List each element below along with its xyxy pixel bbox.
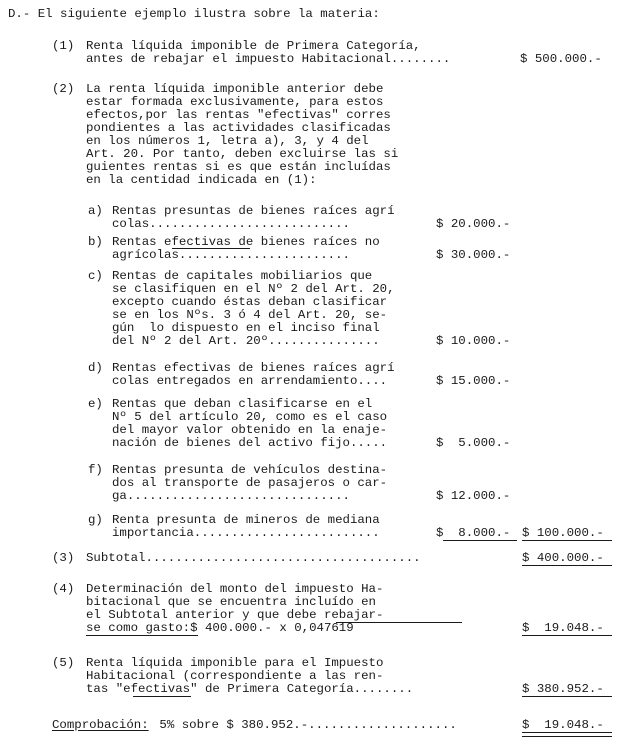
subitem-g-letter: g): [88, 513, 103, 527]
check-amount: $ 19.048.-: [522, 718, 604, 732]
subitem-e-line-4: nación de bienes del activo fijo.....: [112, 436, 388, 450]
subitem-g-amount: $ 8.000.-: [436, 526, 511, 540]
subitem-f-amount: $ 12.000.-: [436, 489, 511, 503]
subitem-c-line-6: del Nº 2 del Art. 20º...............: [112, 334, 380, 348]
subitem-e-amount: $ 5.000.-: [436, 436, 511, 450]
item-2-line-4: pondientes a las actividades clasificadas: [86, 121, 391, 135]
item-4-number: (4): [52, 582, 75, 596]
item-2-line-2: estar formada exclusivamente, para estos: [86, 95, 384, 109]
item-3-label: Subtotal.....................................: [86, 551, 421, 565]
subitem-c-line-4: se en los Nºs. 3 ó 4 del Art. 20, se-: [112, 308, 388, 322]
subitem-d-amount: $ 15.000.-: [436, 374, 511, 388]
item-3-amount: $ 400.000.-: [522, 551, 604, 565]
subitem-a-line-2: colas...........................: [112, 217, 350, 231]
subitem-b-line-2: agrícolas.......................: [112, 248, 350, 262]
subitem-f-line-1: Rentas presunta de vehículos destina-: [112, 463, 388, 477]
item-4-line-3: el Subtotal anterior y que debe rebajar-: [86, 608, 384, 622]
underline-check-amount-1: [522, 732, 612, 733]
item-1-line-1: Renta líquida imponible de Primera Categoría,: [86, 39, 421, 53]
item-1-line-2: antes de rebajar el impuesto Habitacional........: [86, 52, 451, 66]
subitem-c-line-2: se clasifiquen en el Nº 2 del Art. 20,: [112, 282, 395, 296]
subitem-f-letter: f): [88, 463, 103, 477]
subitem-a-line-1: Rentas presuntas de bienes raíces agrí: [112, 204, 395, 218]
subitem-c-line-5: gún lo dispuesto en el inciso final: [112, 321, 380, 335]
underline-item-5-amount: [522, 696, 612, 697]
subitem-g-line-1: Renta presunta de mineros de mediana: [112, 513, 380, 527]
subitem-d-letter: d): [88, 361, 103, 375]
subitem-e-letter: e): [88, 397, 103, 411]
check-label: Comprobación:: [52, 718, 149, 732]
subitems-total: $ 100.000.-: [522, 526, 604, 540]
underline-debe-rebajar: [336, 622, 462, 623]
subitem-e-line-3: del mayor valor obtenido en la enaje-: [112, 423, 388, 437]
subitem-c-line-3: excepto cuando éstas deban clasificar: [112, 295, 388, 309]
underline-como-gasto: [86, 635, 198, 636]
subitem-c-amount: $ 10.000.-: [436, 334, 511, 348]
underline-g-amount: [443, 540, 517, 541]
subitem-a-letter: a): [88, 204, 103, 218]
subitem-c-line-1: Rentas de capitales mobiliarios que: [112, 269, 373, 283]
check-text: 5% sobre $ 380.952.-....................: [152, 718, 457, 732]
item-2-number: (2): [52, 82, 75, 96]
underline-item-4-amount: [522, 635, 612, 636]
subitem-g-line-2: importancia.........................: [112, 526, 380, 540]
underline-check-amount-2: [522, 736, 612, 737]
item-2-line-3: efectos,por las rentas "efectivas" corres: [86, 108, 391, 122]
item-5-number: (5): [52, 656, 75, 670]
item-2-line-7: guientes rentas si es que están incluídas: [86, 160, 391, 174]
item-4-amount: $ 19.048.-: [522, 621, 604, 635]
item-5-amount: $ 380.952.-: [522, 682, 604, 696]
subitem-a-amount: $ 20.000.-: [436, 217, 511, 231]
item-1-number: (1): [52, 39, 75, 53]
item-5-line-2: Habitacional (correspondiente a las ren-: [86, 669, 384, 683]
underline-efectivas: [172, 248, 250, 249]
subitem-d-line-1: Rentas efectivas de bienes raíces agrí: [112, 361, 395, 375]
subitem-f-line-2: dos al transporte de pasajeros o car-: [112, 476, 388, 490]
underline-subitems-total: [522, 540, 612, 541]
item-4-line-4: se como gasto:$ 400.000.- x 0,047619: [86, 621, 354, 635]
subitem-e-line-1: Rentas que deban clasificarse en el: [112, 397, 373, 411]
section-header: D.- El siguiente ejemplo ilustra sobre la materia:: [8, 7, 380, 21]
subitem-e-line-2: Nº 5 del artículo 20, como es el caso: [112, 410, 388, 424]
item-4-line-1: Determinación del monto del impuesto Ha-: [86, 582, 384, 596]
subitem-b-amount: $ 30.000.-: [436, 248, 511, 262]
item-2-line-6: Art. 20. Por tanto, deben excluirse las si: [86, 147, 399, 161]
subitem-b-line-1: Rentas efectivas de bienes raíces no: [112, 235, 380, 249]
subitem-f-line-3: ga..............................: [112, 489, 350, 503]
item-4-line-2: bitacional que se encuentra incluído en: [86, 595, 376, 609]
subitem-b-letter: b): [88, 235, 103, 249]
underline-subtotal: [522, 565, 612, 566]
item-1-amount: $ 500.000.-: [520, 52, 602, 66]
underline-efectivas-2: [133, 696, 191, 697]
item-5-line-1: Renta líquida imponible para el Impuesto: [86, 656, 384, 670]
item-2-line-5: en los números 1, letra a), 3, y 4 del: [86, 134, 369, 148]
subitem-c-letter: c): [88, 269, 103, 283]
subitem-d-line-2: colas entregados en arrendamiento....: [112, 374, 388, 388]
item-2-line-8: en la centidad indicada en (1):: [86, 173, 317, 187]
item-2-line-1: La renta líquida imponible anterior debe: [86, 82, 384, 96]
item-3-number: (3): [52, 551, 75, 565]
item-5-line-3: tas "efectivas" de Primera Categoría........: [86, 682, 414, 696]
